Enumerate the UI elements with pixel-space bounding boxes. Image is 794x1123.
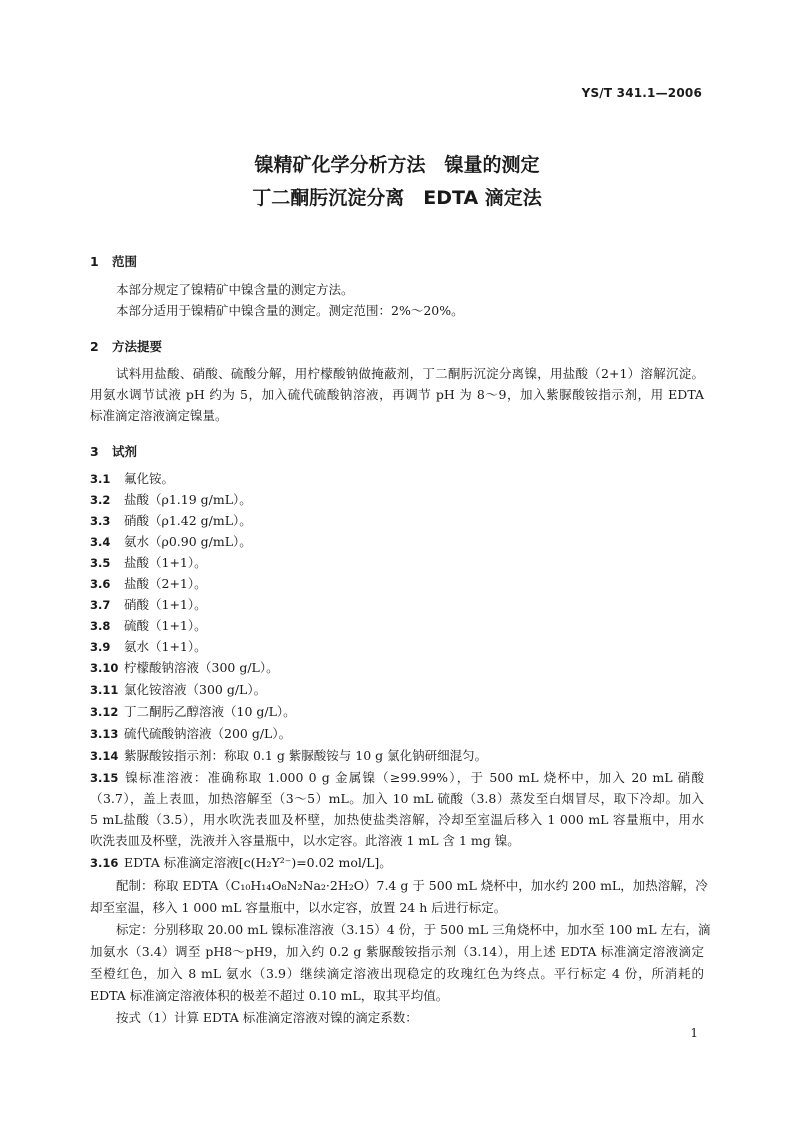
item-text: 柠檬酸钠溶液（300 g/L）。 [124, 660, 279, 675]
reagent-item-3-15-cont-3: 吹洗表皿及杯壁，洗液并入容量瓶中，以水定容。此溶液 1 mL 含 1 mg 镍。 [90, 833, 520, 848]
item-text: 氨水（ρ0.90 g/mL）。 [124, 534, 252, 549]
calibration-line-4: EDTA 标准滴定溶液体积的极差不超过 0.10 mL，取其平均值。 [90, 988, 449, 1003]
item-text: 镍标准溶液：准确称取 1.000 0 g 金属镍（≥99.99%），于 500 mL 烧杯中，加入 20 mL 硝酸 [124, 770, 704, 785]
reagent-item-3-15-cont-1: （3.7），盖上表皿，加热溶解至（3～5）mL。加入 10 mL 硫酸（3.8）蒸发至白烟冒尽，取下冷却。加入 [90, 791, 704, 806]
item-number: 3.1 [90, 472, 111, 486]
document-title-line-1: 镍精矿化学分析方法 镍量的测定 [254, 154, 540, 176]
item-number: 3.13 [90, 727, 119, 741]
item-number: 3.4 [90, 535, 111, 549]
item-number: 3.7 [90, 598, 111, 612]
page-number: 1 [690, 1026, 698, 1040]
item-text: 氨水（1+1）。 [124, 639, 207, 654]
item-number: 3.3 [90, 514, 111, 528]
reagent-item-3-12 [90, 706, 296, 719]
item-text: 盐酸（2+1）。 [124, 576, 207, 591]
item-text: 盐酸（ρ1.19 g/mL）。 [124, 492, 252, 507]
item-number: 3.16 [90, 856, 119, 870]
item-number: 3.11 [90, 683, 119, 697]
item-text: 硝酸（ρ1.42 g/mL）。 [124, 513, 252, 528]
method-line-3: 标准滴定溶液滴定镍量。 [90, 408, 228, 423]
item-number: 3.2 [90, 493, 111, 507]
reagent-item-3-7 [90, 599, 207, 612]
reagent-item-3-9 [90, 641, 207, 654]
reagent-item-3-10 [90, 662, 279, 675]
scope-line-2: 本部分适用于镍精矿中镍含量的测定。测定范围：2%～20%。 [116, 303, 464, 318]
standard-code: YS/T 341.1—2006 [581, 86, 702, 100]
reagent-item-3-5 [90, 557, 207, 570]
reagent-item-3-15 [90, 772, 704, 785]
item-number: 3.12 [90, 705, 119, 719]
reagent-item-3-16 [90, 857, 392, 870]
reagent-item-3-13 [90, 728, 291, 741]
section-heading-scope [90, 252, 137, 270]
reagent-item-3-6 [90, 578, 207, 591]
item-number: 3.10 [90, 661, 119, 675]
reagent-item-3-1 [90, 473, 174, 486]
calibration-line-2: 加氨水（3.4）调至 pH8～pH9，加入约 0.2 g 紫脲酸铵指示剂（3.14），用上述 EDTA 标准滴定溶液滴定 [90, 944, 704, 959]
scope-line-1: 本部分规定了镍精矿中镍含量的测定方法。 [116, 282, 354, 297]
item-text: 盐酸（1+1）。 [124, 555, 207, 570]
item-text: 氯化铵溶液（300 g/L）。 [124, 682, 267, 697]
reagent-item-3-2 [90, 494, 252, 507]
item-text: 紫脲酸铵指示剂：称取 0.1 g 紫脲酸铵与 10 g 氯化钠研细混匀。 [124, 748, 488, 763]
section-title: 方法提要 [112, 339, 163, 354]
section-title: 试剂 [112, 444, 138, 459]
section-number: 3 [90, 444, 99, 459]
item-text: 丁二酮肟乙醇溶液（10 g/L）。 [124, 704, 296, 719]
item-text: 硝酸（1+1）。 [124, 597, 207, 612]
preparation-line-2: 却至室温，移入 1 000 mL 容量瓶中，以水定容，放置 24 h 后进行标定。 [90, 900, 507, 915]
reagent-item-3-3 [90, 515, 252, 528]
section-title: 范围 [112, 254, 138, 269]
item-text: EDTA 标准滴定溶液[c(H₂Y²⁻)=0.02 mol/L]。 [124, 855, 392, 870]
document-title-line-2: 丁二酮肟沉淀分离 EDTA 滴定法 [252, 187, 542, 209]
calibration-line-1: 标定：分别移取 20.00 mL 镍标准溶液（3.15）4 份，于 500 mL 三角烧杯中，加水至 100 mL 左右，滴 [116, 922, 711, 937]
item-number: 3.14 [90, 749, 119, 763]
section-heading-method [90, 337, 162, 355]
reagent-item-3-8 [90, 620, 207, 633]
reagent-item-3-15-cont-2: 5 mL盐酸（3.5），用水吹洗表皿及杯壁，加热使盐类溶解，冷却至室温后移入 1 000 mL 容量瓶中，用水 [90, 812, 704, 827]
reagent-item-3-4 [90, 536, 252, 549]
reagent-item-3-14 [90, 750, 487, 763]
item-text: 硫酸（1+1）。 [124, 618, 207, 633]
formula-reference-line: 按式（1）计算 EDTA 标准滴定溶液对镍的滴定系数： [116, 1010, 418, 1025]
reagent-item-3-11 [90, 684, 266, 697]
item-number: 3.9 [90, 640, 111, 654]
method-line-2: 用氨水调节试液 pH 约为 5，加入硫代硫酸钠溶液，再调节 pH 为 8～9，加入紫脲酸铵指示剂，用 EDTA [90, 387, 704, 402]
preparation-line-1: 配制：称取 EDTA（C₁₀H₁₄O₈N₂Na₂·2H₂O）7.4 g 于 500 mL 烧杯中，加水约 200 mL，加热溶解，冷 [116, 878, 708, 893]
item-number: 3.15 [90, 771, 119, 785]
item-text: 氟化铵。 [124, 471, 175, 486]
item-number: 3.5 [90, 556, 111, 570]
item-number: 3.8 [90, 619, 111, 633]
section-number: 2 [90, 339, 99, 354]
calibration-line-3: 至橙红色，加入 8 mL 氨水（3.9）继续滴定溶液出现稳定的玫瑰红色为终点。平行标定 4 份，所消耗的 [90, 966, 704, 981]
section-heading-reagents [90, 442, 137, 460]
section-number: 1 [90, 254, 99, 269]
item-number: 3.6 [90, 577, 111, 591]
item-text: 硫代硫酸钠溶液（200 g/L）。 [124, 726, 292, 741]
method-line-1: 试料用盐酸、硝酸、硫酸分解，用柠檬酸钠做掩蔽剂，丁二酮肟沉淀分离镍，用盐酸（2+1）溶解沉淀。 [116, 366, 704, 381]
